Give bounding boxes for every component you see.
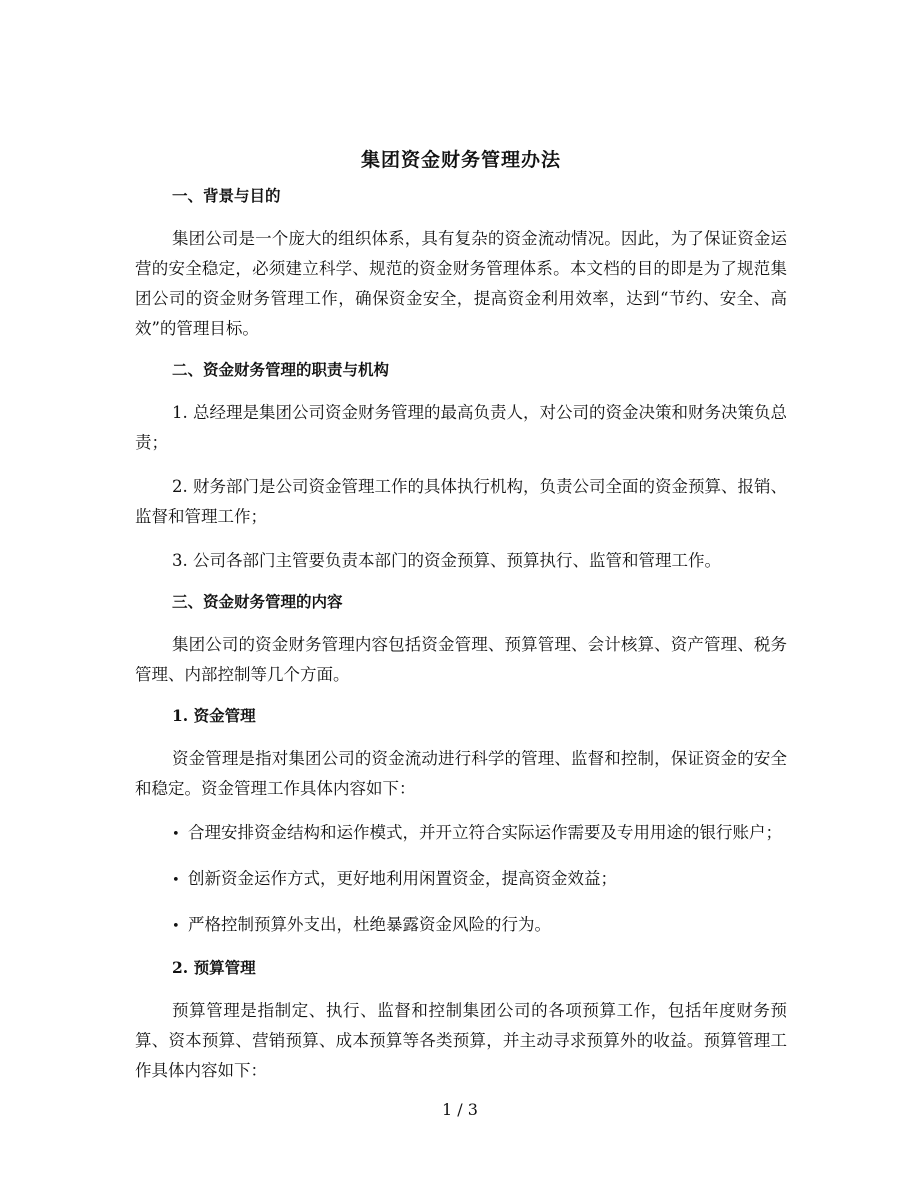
page-number: 1 / 3 [442, 1100, 478, 1119]
bullet-dot-icon: • [172, 873, 180, 888]
document-title: 集团资金财务管理办法 [360, 149, 561, 171]
bullet-item [135, 910, 787, 942]
section-heading-responsibilities: 二、资金财务管理的职责与机构 [172, 360, 390, 379]
list-item: 3. 公司各部门主管要负责本部门的资金预算、预算执行、监管和管理工作。 [172, 551, 721, 570]
bullet-dot-icon: • [172, 919, 180, 934]
paragraph-budget-management: 预算管理是指制定、执行、监督和控制集团公司的各项预算工作，包括年度财务预算、资本预算、营销预算、成本预算等各类预算，并主动寻求预算外的收益。预算管理工作具体内容如下： [135, 1001, 787, 1080]
paragraph-contents: 集团公司的资金财务管理内容包括资金管理、预算管理、会计核算、资产管理、税务管理、内部控制等几个方面。 [135, 635, 787, 684]
subsection-heading-fund-management: 1. 资金管理 [172, 706, 256, 725]
bullet-text: 合理安排资金结构和运作模式，并开立符合实际运作需要及专用用途的银行账户； [188, 823, 782, 842]
document-body [135, 146, 787, 1100]
section-heading-background: 一、背景与目的 [172, 186, 281, 205]
bullet-item [135, 818, 787, 850]
section-heading-contents: 三、资金财务管理的内容 [172, 592, 343, 611]
bullet-text: 严格控制预算外支出，杜绝暴露资金风险的行为。 [188, 915, 551, 934]
paragraph-background: 集团公司是一个庞大的组织体系，具有复杂的资金流动情况。因此，为了保证资金运营的安全稳定，必须建立科学、规范的资金财务管理体系。本文档的目的即是为了规范集团公司的资金财务管理工作，确保资金安全，提高资金利用效率，达到“节约、安全、高效”的管理目标。 [135, 229, 787, 338]
bullet-dot-icon: • [172, 827, 180, 842]
list-item: 1. 总经理是集团公司资金财务管理的最高负责人，对公司的资金决策和财务决策负总责； [135, 403, 787, 452]
paragraph-fund-management: 资金管理是指对集团公司的资金流动进行科学的管理、监督和控制，保证资金的安全和稳定。资金管理工作具体内容如下： [135, 749, 787, 798]
subsection-heading-budget-management: 2. 预算管理 [172, 958, 256, 977]
bullet-item [135, 864, 787, 896]
list-item: 2. 财务部门是公司资金管理工作的具体执行机构，负责公司全面的资金预算、报销、监督和管理工作； [135, 477, 787, 526]
bullet-text: 创新资金运作方式，更好地利用闲置资金，提高资金效益； [188, 869, 617, 888]
